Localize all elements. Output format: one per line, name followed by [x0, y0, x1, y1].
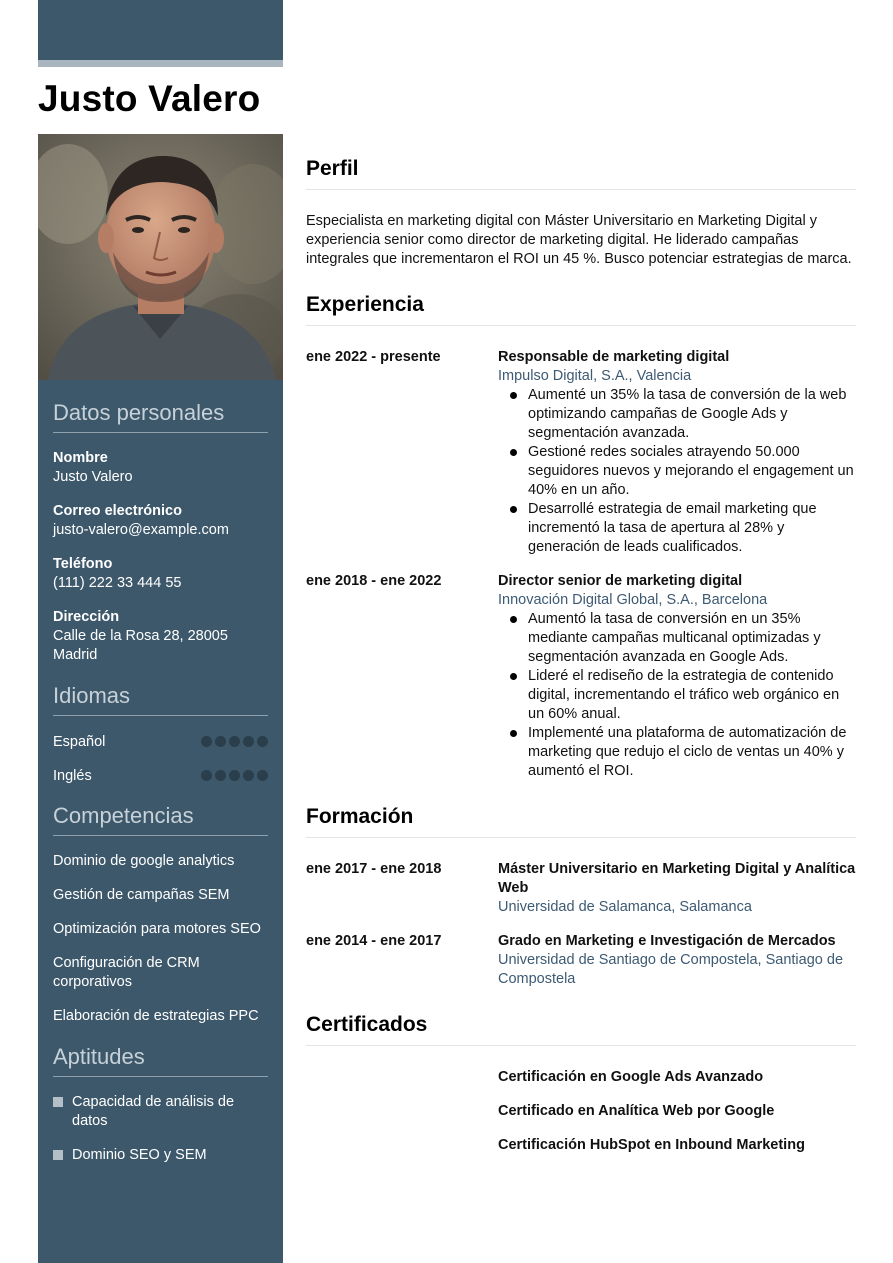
- achievement-item: Aumentó la tasa de conversión en un 35% mediante campañas multicanal optimizadas y segmentación avanzada en Google Ads.: [509, 610, 856, 667]
- achievement-item: Aumenté un 35% la tasa de conversión de la web optimizando campañas de Google Ads y segmentación avanzada.: [509, 386, 856, 443]
- skill-item: Configuración de CRM corporativos: [53, 955, 200, 990]
- profile-text: Especialista en marketing digital con Máster Universitario en Marketing Digital y experiencia senior como director de marketing digital. He liderado campañas integrales que incrementaron el ROI un 45 %. Busco potenciar estrategias de marca.: [306, 213, 852, 267]
- entry-organization: Impulso Digital, S.A., Valencia: [498, 368, 692, 384]
- education-entry: [306, 860, 856, 917]
- profile-heading: Perfil: [306, 157, 856, 190]
- entry-title: Responsable de marketing digital: [498, 349, 730, 365]
- entry-title: Director senior de marketing digital: [498, 573, 743, 589]
- certificate-item: Certificación HubSpot en Inbound Marketing: [498, 1137, 805, 1153]
- portrait-illustration: [38, 134, 283, 380]
- entry-organization: Universidad de Salamanca, Salamanca: [498, 899, 752, 915]
- entry-date: ene 2018 - ene 2022: [306, 573, 442, 589]
- skill-item: Dominio de google analytics: [53, 853, 235, 869]
- personal-fields: [53, 449, 268, 665]
- level-dot: [257, 770, 268, 781]
- sidebar: [38, 0, 283, 1263]
- level-dot: [229, 736, 240, 747]
- personal-heading: Datos personales: [53, 400, 268, 433]
- experience-entry: [306, 348, 856, 557]
- main-content: [306, 157, 856, 1170]
- field-email: [53, 502, 268, 540]
- level-dot: [201, 770, 212, 781]
- aptitude-text: Dominio SEO y SEM: [72, 1147, 207, 1163]
- achievement-item: Lideré el rediseño de la estrategia de contenido digital, incrementando el tráfico web orgánico en un 60% anual.: [509, 667, 856, 724]
- education-entry: [306, 932, 856, 989]
- level-dot: [257, 736, 268, 747]
- candidate-name: Justo Valero: [38, 78, 261, 119]
- certificate-item: Certificado en Analítica Web por Google: [498, 1103, 775, 1119]
- certificates-heading: Certificados: [306, 1013, 856, 1046]
- language-item: [53, 732, 268, 751]
- language-level-dots: [201, 736, 268, 747]
- field-label: Correo electrónico: [53, 503, 182, 519]
- profile-photo: [38, 134, 283, 380]
- entry-date: ene 2017 - ene 2018: [306, 861, 442, 877]
- entry-title: Máster Universitario en Marketing Digital y Analítica Web: [498, 861, 856, 896]
- education-heading: Formación: [306, 805, 856, 838]
- field-address: [53, 608, 268, 665]
- achievement-item: Desarrollé estrategia de email marketing que incrementó la tasa de apertura al 28% y generación de leads cualificados.: [509, 500, 856, 557]
- level-dot: [229, 770, 240, 781]
- entry-organization: Universidad de Santiago de Compostela, Santiago de Compostela: [498, 952, 844, 987]
- entry-body: [498, 348, 856, 557]
- experience-heading: Experiencia: [306, 293, 856, 326]
- field-label: Nombre: [53, 450, 108, 466]
- level-dot: [201, 736, 212, 747]
- entry-date: ene 2022 - presente: [306, 349, 441, 365]
- aptitude-text: Capacidad de análisis de datos: [72, 1094, 235, 1129]
- languages-heading: Idiomas: [53, 683, 268, 716]
- entry-organization: Innovación Digital Global, S.A., Barcelona: [498, 592, 768, 608]
- level-dot: [243, 770, 254, 781]
- achievement-item: Gestioné redes sociales atrayendo 50.000 seguidores nuevos y mejorando el engagement un 40% en un año.: [509, 443, 856, 500]
- level-dot: [243, 736, 254, 747]
- achievement-item: Implementé una plataforma de automatización de marketing que redujo el ciclo de ventas un 40% y aumentó el ROI.: [509, 724, 856, 781]
- level-dot: [215, 736, 226, 747]
- achievement-list: [509, 610, 856, 781]
- entry-body: [498, 860, 856, 917]
- language-name: Español: [53, 733, 106, 750]
- entry-title: Grado en Marketing e Investigación de Mercados: [498, 933, 836, 949]
- language-level-dots: [201, 770, 268, 781]
- level-dot: [215, 770, 226, 781]
- achievement-list: [509, 386, 856, 557]
- square-bullet-icon: [53, 1150, 63, 1160]
- field-label: Dirección: [53, 609, 120, 625]
- field-name: [53, 449, 268, 487]
- skill-item: Optimización para motores SEO: [53, 921, 261, 937]
- language-item: [53, 766, 268, 785]
- field-phone: [53, 555, 268, 593]
- phone-value: (111) 222 33 444 55: [53, 575, 182, 591]
- sidebar-stripe: [38, 60, 283, 67]
- address-value: Calle de la Rosa 28, 28005 Madrid: [53, 628, 228, 663]
- field-value: Justo Valero: [53, 469, 133, 485]
- skill-item: Elaboración de estrategias PPC: [53, 1008, 259, 1024]
- sidebar-content: [53, 400, 268, 1180]
- square-bullet-icon: [53, 1097, 63, 1107]
- entry-body: [498, 932, 856, 989]
- email-value[interactable]: justo-valero@example.com: [53, 522, 229, 538]
- language-name: Inglés: [53, 767, 92, 784]
- aptitude-item: [53, 1146, 268, 1165]
- skill-item: Gestión de campañas SEM: [53, 887, 230, 903]
- field-label: Teléfono: [53, 556, 113, 572]
- aptitude-item: [53, 1093, 268, 1131]
- skills-heading: Competencias: [53, 803, 268, 836]
- certificate-item: Certificación en Google Ads Avanzado: [498, 1069, 764, 1085]
- entry-body: [498, 572, 856, 781]
- experience-entry: [306, 572, 856, 781]
- aptitudes-heading: Aptitudes: [53, 1044, 268, 1077]
- entry-date: ene 2014 - ene 2017: [306, 933, 442, 949]
- sidebar-top-band: [38, 0, 283, 60]
